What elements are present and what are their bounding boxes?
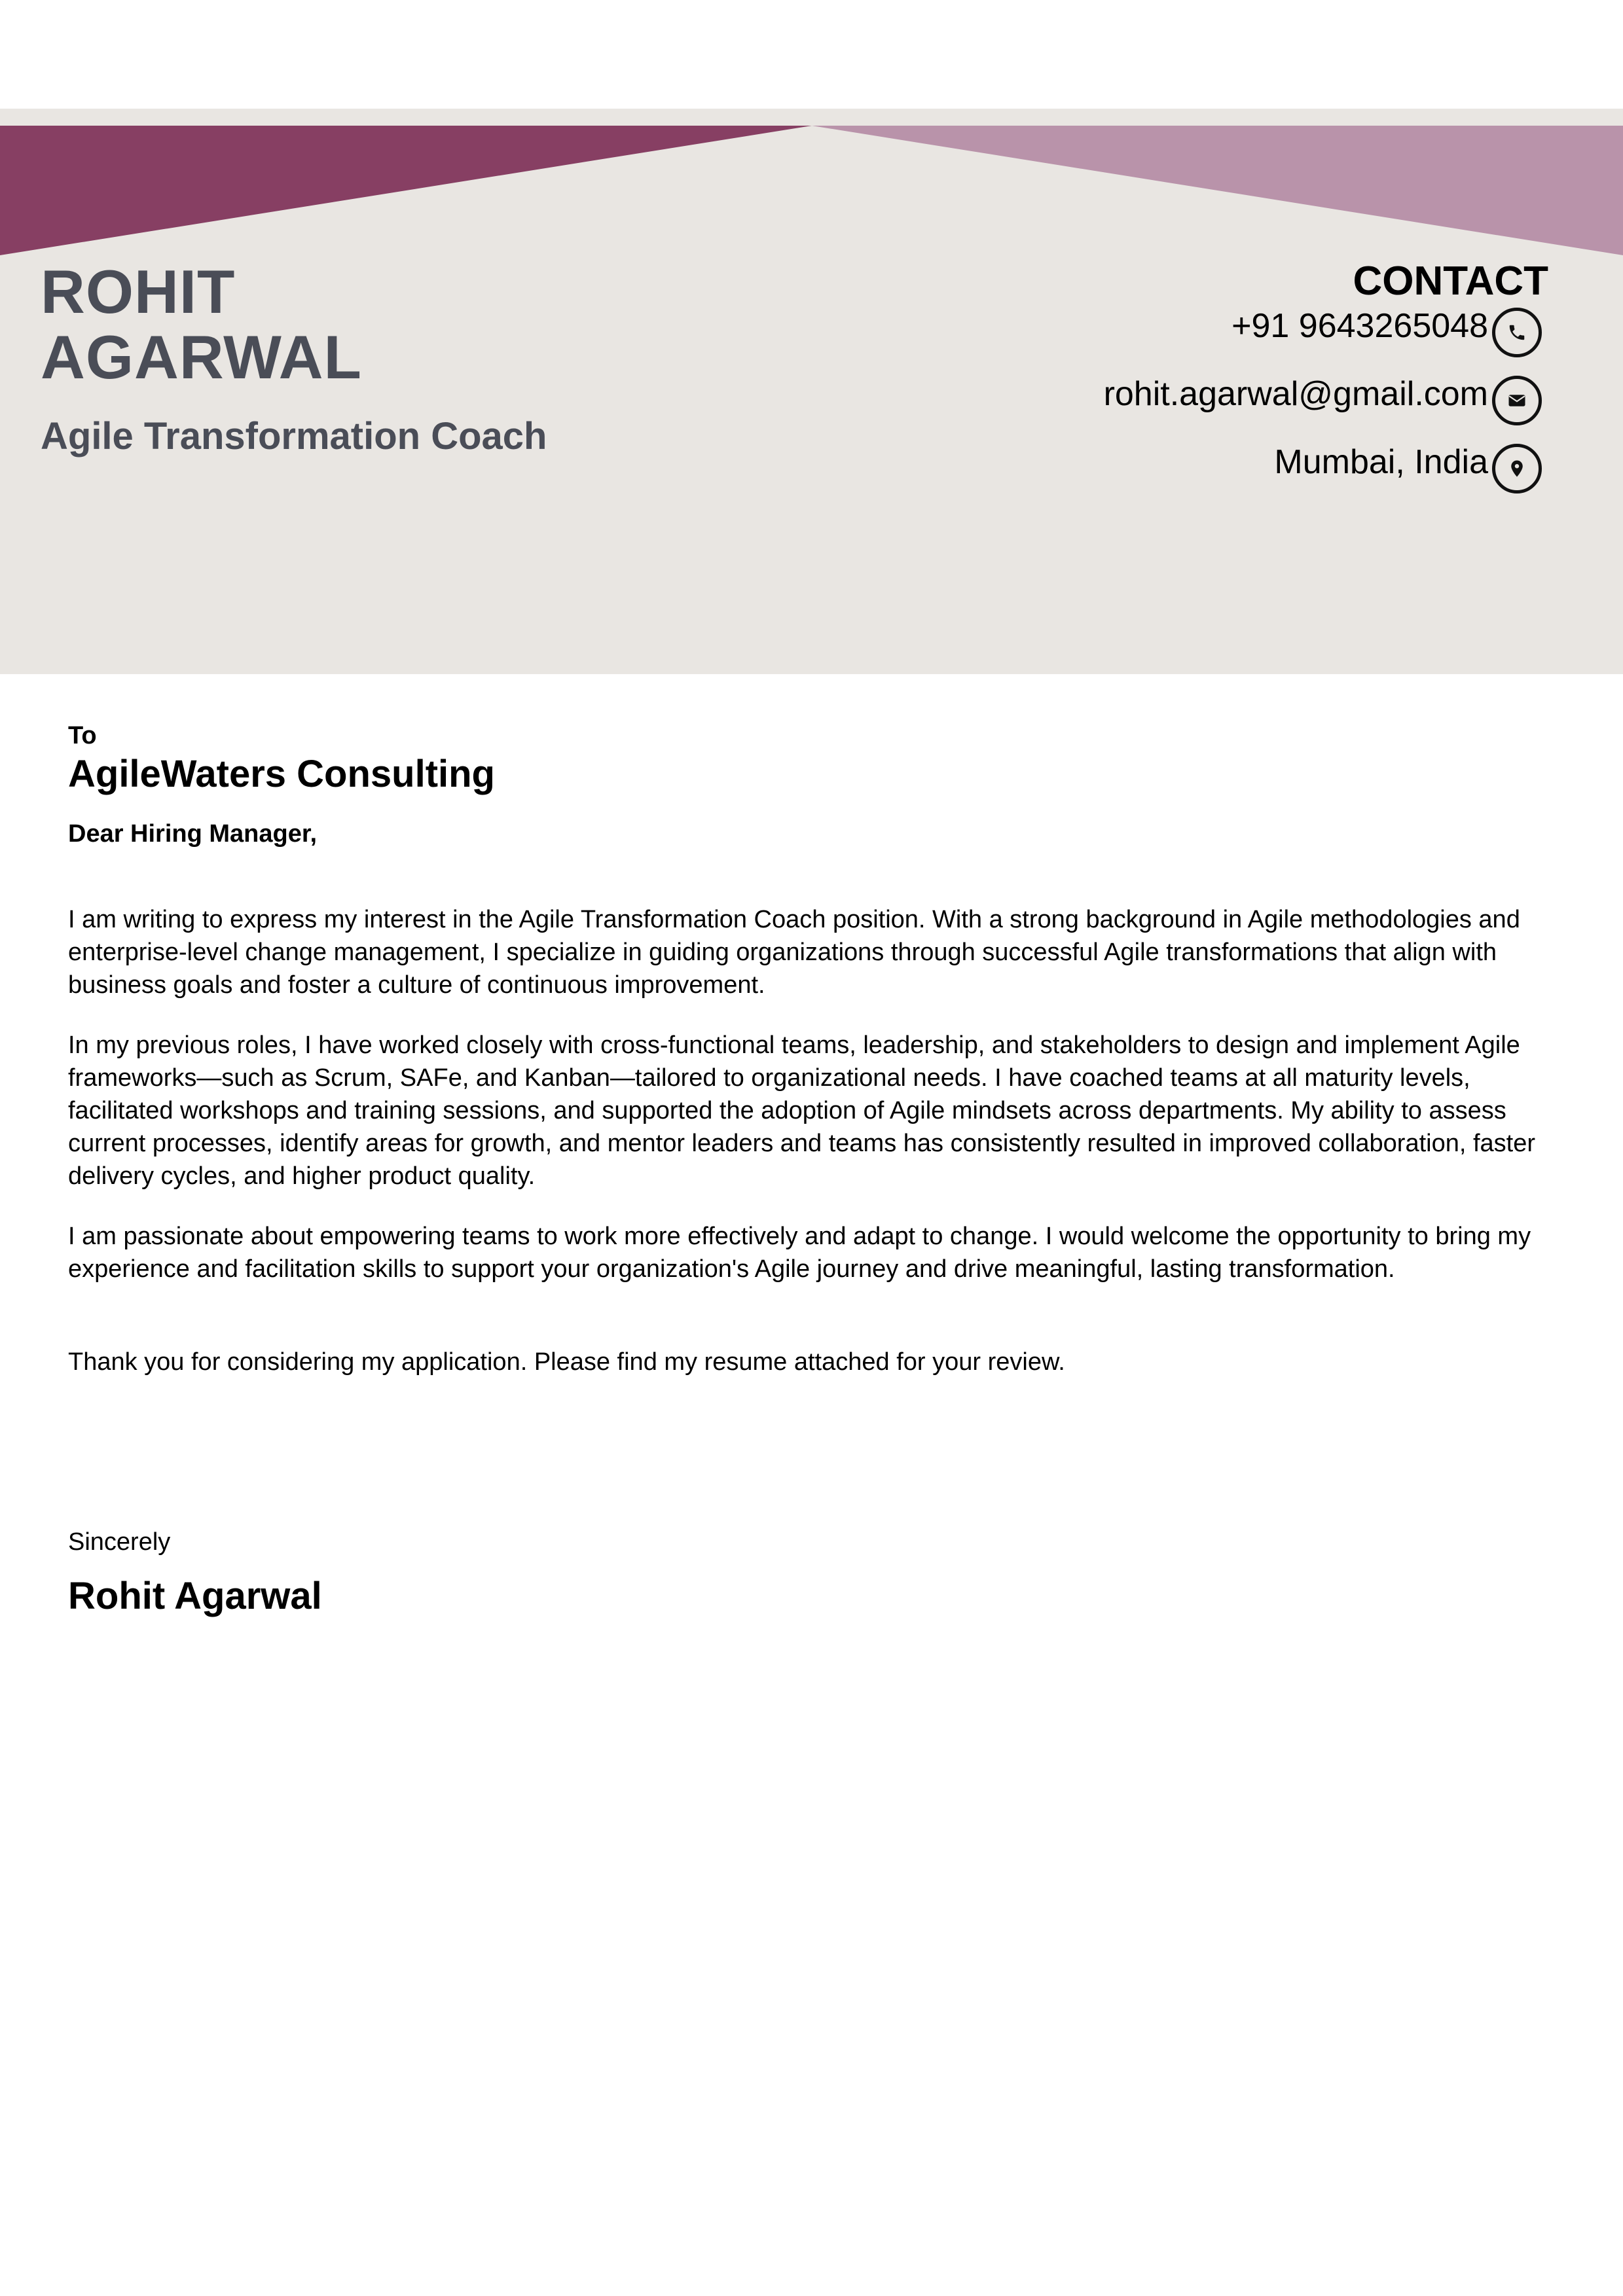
letter-paragraph: I am writing to express my interest in the Agile Transformation Coach position. With a strong background in Agile methodologies and enterprise-level change management, I specialize in guiding organizations through successful Agile transformations that align with business goals and foster a culture of continuous improvement. — [68, 906, 1520, 999]
header-right-wedge — [812, 126, 1623, 255]
envelope-icon — [1492, 376, 1542, 425]
salutation: Dear Hiring Manager, — [68, 820, 318, 848]
letter-body — [68, 720, 1561, 1619]
name-block — [41, 259, 362, 390]
contact-phone[interactable]: +91 9643265048 — [1231, 307, 1488, 345]
contact-email-row — [1104, 373, 1542, 428]
contact-email[interactable]: rohit.agarwal@gmail.com — [1103, 375, 1488, 413]
phone-icon — [1492, 308, 1542, 357]
signoff: Sincerely — [68, 1528, 171, 1556]
job-title: Agile Transformation Coach — [41, 415, 547, 457]
contact-phone-row — [1231, 305, 1542, 360]
signature-name: Rohit Agarwal — [68, 1575, 322, 1617]
first-name: ROHIT — [41, 257, 236, 326]
closing-paragraph: Thank you for considering my application. Please find my resume attached for your review. — [68, 1348, 1065, 1376]
last-name: AGARWAL — [41, 323, 362, 391]
location-pin-icon — [1492, 444, 1542, 493]
contact-location-row — [1274, 441, 1542, 496]
header-left-wedge — [0, 126, 812, 255]
to-label: To — [68, 722, 97, 749]
recipient-company: AgileWaters Consulting — [68, 753, 495, 795]
letter-paragraph: In my previous roles, I have worked closely with cross-functional teams, leadership, and stakeholders to design and implement Agile frameworks—such as Scrum, SAFe, and Kanban—tailored to organizational needs. I have coached teams at all maturity levels, facilitated workshops and training sessions, and supported the adoption of Agile mindsets across departments. My ability to assess current processes, identify areas for growth, and mentor leaders and teams has consistently resulted in improved collaboration, faster delivery cycles, and higher product quality. — [68, 1031, 1536, 1190]
contact-location: Mumbai, India — [1274, 443, 1488, 481]
letter-paragraph: I am passionate about empowering teams to work more effectively and adapt to change. I would welcome the opportunity to bring my experience and facilitation skills to support your organization's Agile journey and drive meaningful, lasting transformation. — [68, 1223, 1531, 1283]
contact-heading: CONTACT — [1353, 259, 1548, 304]
